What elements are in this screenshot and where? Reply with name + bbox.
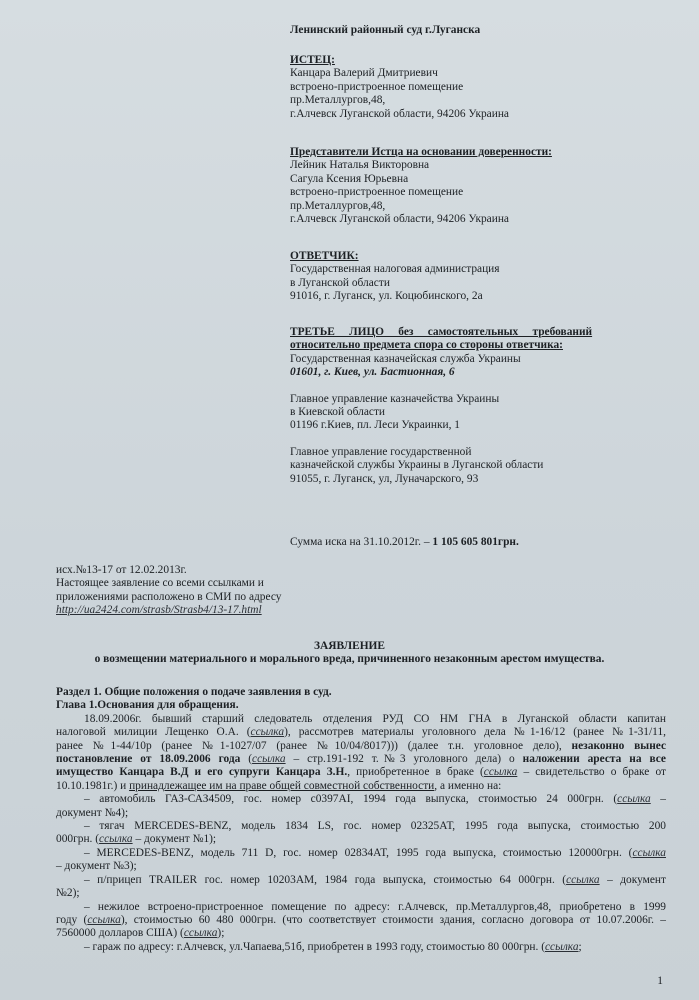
representative-line: Сагула Ксения Юрьевна — [290, 172, 409, 185]
treasury-kiev-line: Главное управление казначейства Украины — [290, 392, 500, 405]
list-item-cont: 000грн. (ссылка – документ №1); — [56, 833, 217, 846]
claim-sum-label: Сумма иска на 31.10.2012г. – — [290, 536, 433, 548]
representatives-heading: Представители Истца на основании доверенности: — [290, 146, 552, 158]
plaintiff-line: Канцара Валерий Дмитриевич — [290, 67, 438, 80]
representative-line: г.Алчевск Луганской области, 94206 Украина — [290, 213, 509, 226]
reference-note: приложениями расположено в СМИ по адресу — [56, 590, 282, 603]
list-item: – MERCEDES-BENZ, модель 711 D, гос. номер 02834АТ, 1995 года выпуска, стоимостью 120000грн. (ссылка — [84, 846, 666, 859]
representative-line: пр.Металлургов,48, — [290, 199, 386, 212]
third-party-org: Государственная казначейская служба Украины — [290, 352, 521, 365]
body-line: 18.09.2006г. бывший старший следователь отделения РУД СО НМ ГНА в Луганской области капитан — [84, 712, 666, 725]
document-subtitle: о возмещении материального и морального вреда, причиненного незаконным арестом имущества. — [94, 653, 605, 666]
list-item-cont: году (ссылка), стоимостью 60 480 000грн. (что соответствует стоимости здания, согласно договора от 10.07.2006г. – — [56, 913, 666, 926]
list-item: – автомобиль ГАЗ-САЗ4509, гос. номер с0397АI, 1994 года выпуска, стоимостью 24 000грн. (ссылка – — [84, 793, 666, 806]
body-line: 10.10.1981г.) и принадлежащее им на праве общей совместной собственности, а именно на: — [56, 779, 502, 792]
plaintiff-line: г.Алчевск Луганской области, 94206 Украина — [290, 107, 509, 120]
plaintiff-line: пр.Металлургов,48, — [290, 94, 386, 107]
representative-line: Лейник Наталья Викторовна — [290, 159, 430, 172]
treasury-lugansk-line: казначейской службы Украины в Луганской области — [290, 459, 544, 472]
claim-sum-value: 1 105 605 801грн. — [432, 536, 519, 548]
reference-block — [56, 564, 281, 618]
defendant-line: в Луганской области — [290, 276, 390, 289]
plaintiff-block — [290, 54, 509, 121]
ref-link[interactable]: ссылка — [545, 940, 579, 953]
treasury-kiev-line: в Киевской области — [290, 406, 386, 419]
list-item: – п/прицеп TRAILER гос. номер 10203АМ, 1984 года выпуска, стоимостью 64 000грн. (ссылка – документ — [84, 873, 666, 886]
ref-link[interactable]: ссылка — [632, 846, 666, 859]
document-title: ЗАЯВЛЕНИЕ — [313, 640, 386, 652]
document-body — [56, 686, 666, 954]
court-name: Ленинский районный суд г.Луганска — [290, 24, 481, 36]
representative-line: встроено-пристроенное помещение — [290, 186, 464, 199]
list-item-cont: – документ №3); — [56, 860, 137, 873]
claim-sum — [290, 536, 519, 549]
chapter-heading: Глава 1.Основания для обращения. — [56, 699, 239, 712]
reference-number: исх.№13-17 от 12.02.2013г. — [56, 564, 187, 576]
ref-link[interactable]: ссылка — [483, 766, 518, 779]
ref-link[interactable]: ссылка — [252, 753, 286, 766]
third-party-org-address: 01601, г. Киев, ул. Бастионная, 6 — [290, 366, 455, 379]
body-line: ранее №1-44/10р (ранее №1-1027/07 (ранее №10/04/8017))) (далее т.н. уголовное дело), незаконно вынес — [56, 739, 667, 752]
list-item: – нежилое встроено-пристроенное помещение по адресу: г.Алчевск, пр.Металлургов,48, приобретено в 1999 — [84, 900, 666, 913]
third-party-block — [290, 326, 670, 486]
defendant-line: Государственная налоговая администрация — [290, 263, 500, 276]
list-item-cont: 7560000 долларов США) (ссылка); — [56, 927, 225, 940]
list-item-cont: документ №4); — [56, 806, 129, 819]
ref-link[interactable]: ссылка — [617, 793, 651, 806]
treasury-lugansk-line: 91055, г. Луганск, ул, Луначарского, 93 — [290, 472, 479, 485]
document-title-block — [0, 640, 699, 667]
representatives-block — [290, 146, 552, 226]
body-line: постановление от 18.09.2006 года (ссылка – стр.191-192 т.№3 уголовного дела) о наложении ареста на все — [56, 753, 666, 766]
treasury-kiev-line: 01196 г.Киев, пл. Леси Украинки, 1 — [290, 419, 460, 432]
third-party-heading: ТРЕТЬЕ ЛИЦО без самостоятельных требований — [290, 326, 593, 338]
page-number: 1 — [657, 975, 663, 987]
plaintiff-line: встроено-пристроенное помещение — [290, 80, 464, 93]
ref-link[interactable]: ссылка — [250, 726, 285, 739]
treasury-lugansk-line: Главное управление государственной — [290, 445, 472, 458]
plaintiff-heading: ИСТЕЦ: — [290, 54, 335, 66]
reference-url-link[interactable]: http://ua2424.com/strasb/Strasb4/13-17.html — [56, 604, 262, 617]
ref-link[interactable]: ссылка — [87, 913, 121, 926]
reference-note: Настоящее заявление со всеми ссылками и — [56, 577, 264, 590]
ref-link[interactable]: ссылка — [183, 927, 218, 940]
body-line: налоговой милиции Лещенко О.А. (ссылка), рассмотрев материалы уголовного дела №1-16/12 (ранее №1-31/11, — [56, 726, 666, 739]
defendant-heading: ОТВЕТЧИК: — [290, 250, 359, 262]
third-party-heading-cont: относительно предмета спора со стороны ответчика: — [290, 339, 563, 352]
section-heading: Раздел 1. Общие положения о подаче заявления в суд. — [56, 686, 332, 698]
list-item: – тягач MERCEDES-BENZ, модель 1834 LS, гос. номер 02325АТ, 1995 года выпуска, стоимостью 200 — [84, 820, 666, 833]
ref-link[interactable]: ссылка — [99, 833, 133, 846]
ref-link[interactable]: ссылка — [566, 873, 600, 886]
list-item-cont: №2); — [56, 887, 80, 900]
defendant-block — [290, 250, 500, 304]
body-line: имущество Канцара В.Д и его супруги Канцара З.Н., приобретенное в браке (ссылка – свидетельство о браке от — [56, 766, 666, 779]
defendant-line: 91016, г. Луганск, ул. Коцюбинского, 2а — [290, 290, 483, 303]
list-item: – гараж по адресу: г.Алчевск, ул.Чапаева,51б, приобретен в 1993 году, стоимостью 80 000грн. (ссылка; — [84, 940, 582, 953]
